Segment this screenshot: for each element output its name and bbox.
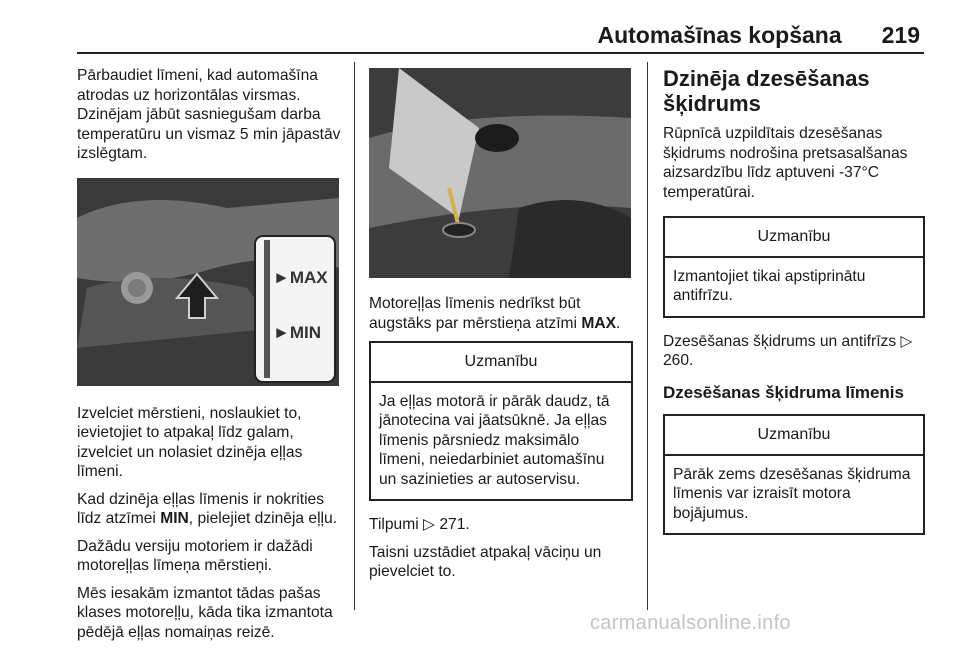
max-mark: MAX	[581, 314, 616, 332]
section-title: Automašīnas kopšana	[597, 22, 842, 48]
paragraph: Tilpumi ▷ 271.	[369, 516, 470, 533]
paragraph: Dzesēšanas šķidrums un antifrīzs ▷ 260.	[663, 332, 913, 369]
paragraph: Motoreļļas līmenis nedrīkst būt augstāks par mērstieņa atzīmi MAX.	[369, 295, 621, 332]
caution-box	[369, 341, 633, 501]
paragraph: Dažādu versiju motoriem ir dažādi motoreļļas līmeņa mērstieņi.	[77, 537, 313, 574]
caution-box	[663, 414, 925, 535]
oil-fill-photo	[369, 68, 631, 278]
dipstick-photo	[77, 178, 339, 386]
min-label: ►MIN	[273, 322, 321, 342]
min-mark: MIN	[160, 510, 189, 527]
paragraph: Izvelciet mērstieni, noslaukiet to, ievietojiet to atpakaļ līdz galam, izvelciet un nolasiet dzinēja eļļas līmeni.	[77, 404, 303, 480]
column-1	[77, 66, 343, 650]
watermark: carmanualsonline.info	[590, 612, 791, 634]
page-number: 219	[881, 22, 920, 48]
max-label: ►MAX	[273, 267, 328, 287]
paragraph: Rūpnīcā uzpildītais dzesēšanas šķidrums nodrošina pretsasalšanas aizsardzību līdz aptuveni -37°C temperatūrai.	[663, 125, 908, 201]
paragraph: Pārbaudiet līmeni, kad automašīna atrodas uz horizontālas virsmas. Dzinējam jābūt sasniegušam darba temperatūru un vismaz 5 min jāpastāv izslēgtam.	[77, 67, 341, 162]
caution-title: Uzmanību	[371, 343, 631, 383]
paragraph: Mēs iesakām izmantot tādas pašas klases motoreļļu, kāda tika izmantota pēdējā eļļas nomaiņas reizē.	[77, 584, 333, 641]
caution-box	[663, 216, 925, 318]
page-header	[597, 22, 920, 49]
column-3	[663, 66, 925, 549]
page-ref-icon: ▷	[423, 516, 436, 533]
paragraph: Kad dzinēja eļļas līmenis ir nokrities līdz atzīmei MIN, pielejiet dzinēja eļļu.	[77, 490, 338, 527]
column-2	[369, 66, 633, 590]
caution-body: Pārāk zems dzesēšanas šķidruma līmenis var izraisīt motora bojājumus.	[673, 465, 911, 522]
subsection-heading: Dzesēšanas šķidruma līmenis	[663, 382, 904, 402]
oil-fill-illustration	[369, 68, 631, 278]
page-ref: 260.	[663, 352, 694, 369]
page-ref-icon: ▷	[900, 332, 913, 350]
caution-title: Uzmanību	[665, 416, 923, 456]
header-rule	[77, 52, 924, 54]
section-heading: Dzinēja dzesēšanas šķidrums	[663, 66, 870, 116]
page-ref: 271.	[439, 516, 470, 533]
column-divider	[647, 62, 648, 610]
caution-body: Ja eļļas motorā ir pārāk daudz, tā jānotecina vai jāatsūknē. Ja eļļas līmenis pārsniedz maksimālo līmeni, neiedarbiniet automašīnu un sazinieties ar autoservisu.	[379, 392, 610, 488]
column-divider	[354, 62, 355, 610]
caution-body: Izmantojiet tikai apstiprinātu antifrīzu.	[673, 267, 866, 304]
paragraph: Taisni uzstādiet atpakaļ vāciņu un pievelciet to.	[369, 543, 602, 580]
caution-title: Uzmanību	[665, 218, 923, 258]
